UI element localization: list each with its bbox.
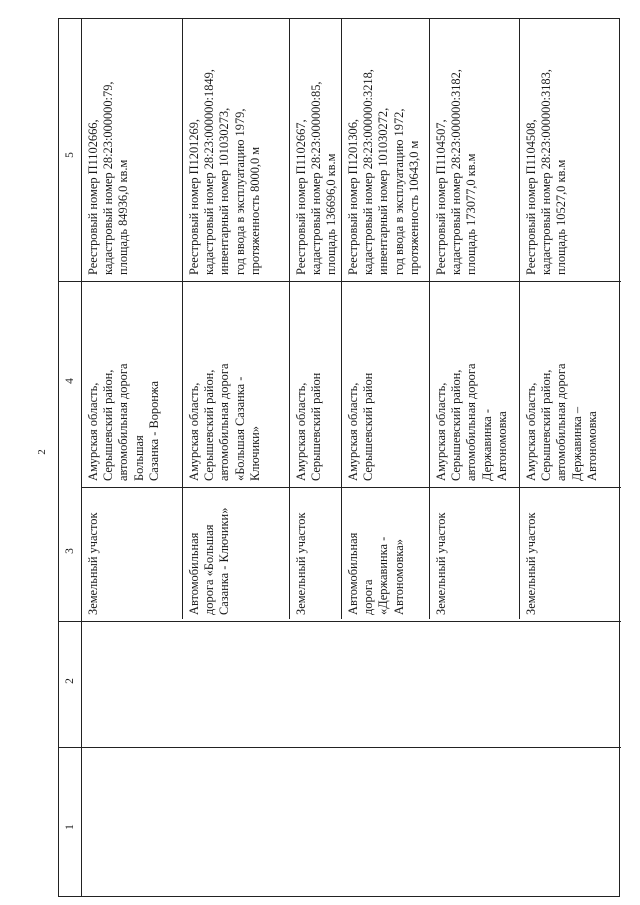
table-row [184, 19, 288, 619]
cell-address: Амурская область, Серышевский район [346, 372, 376, 481]
cell-details: Реестровый номер П1201306, кадастровый номер 28:23:000000:3218, инвентарный номер 101030272, год ввода в эксплуатацию 1972, протяженность 10643,0 м [346, 69, 421, 275]
cell-address: Амурская область, Серышевский район, автомобильная дорога Державинка - Автономовка [434, 363, 509, 481]
row-divider [182, 19, 183, 619]
property-table [58, 18, 620, 897]
cell-object-type: Земельный участок [524, 512, 538, 615]
column-divider-2-3 [59, 621, 621, 622]
header-row-divider [81, 19, 82, 896]
row-divider [429, 19, 430, 619]
header-col-4: 4 [64, 378, 76, 384]
table-row [83, 19, 182, 619]
header-col-3: 3 [64, 548, 76, 554]
cell-object-type: Земельный участок [294, 512, 308, 615]
cell-object-type: Автомобильная дорога «Державинка - Автономовка» [346, 532, 406, 615]
cell-address: Амурская область, Серышевский район [294, 372, 324, 481]
table-row [431, 19, 519, 619]
table-row [521, 19, 619, 619]
cell-details: Реестровый номер П1201269, кадастровый номер 28:23:000000:1849, инвентарный номер 101030273, год ввода в эксплуатацию 1979, протяженность 8000,0 м [187, 69, 262, 275]
cell-address: Амурская область, Серышевский район, автомобильная дорога «Большая Сазанка - Ключики» [187, 363, 262, 481]
cell-details: Реестровый номер П1102666, кадастровый номер 28:23:000000:79, площадь 84936,0 кв.м [86, 81, 131, 275]
cell-object-type: Земельный участок [434, 512, 448, 615]
cell-details: Реестровый номер П1104508, кадастровый номер 28:23:000000:3183, площадь 10527,0 кв.м [524, 69, 569, 275]
cell-details: Реестровый номер П1102667, кадастровый номер 28:23:000000:85, площадь 136696,0 кв.м [294, 81, 339, 275]
header-col-5: 5 [64, 152, 76, 158]
column-divider-1-2 [59, 747, 621, 748]
header-col-1: 1 [64, 824, 76, 830]
row-divider [341, 19, 342, 619]
cell-address: Амурская область, Серышевский район, автомобильная дорога Державинка – Автономовка [524, 363, 599, 481]
header-col-2: 2 [64, 678, 76, 684]
table-row [343, 19, 429, 619]
cell-object-type: Земельный участок [86, 512, 100, 615]
page-number: 2 [36, 449, 48, 455]
cell-object-type: Автомобильная дорога «Большая Сазанка - Ключики» [187, 507, 232, 615]
row-divider [519, 19, 520, 619]
row-divider [289, 19, 290, 619]
cell-address: Амурская область, Серышевский район, автомобильная дорога Большая Сазанка - Воронжа [86, 363, 161, 481]
cell-details: Реестровый номер П1104507, кадастровый номер 28:23:000000:3182, площадь 173077,0 кв.м [434, 69, 479, 275]
table-row [291, 19, 341, 619]
